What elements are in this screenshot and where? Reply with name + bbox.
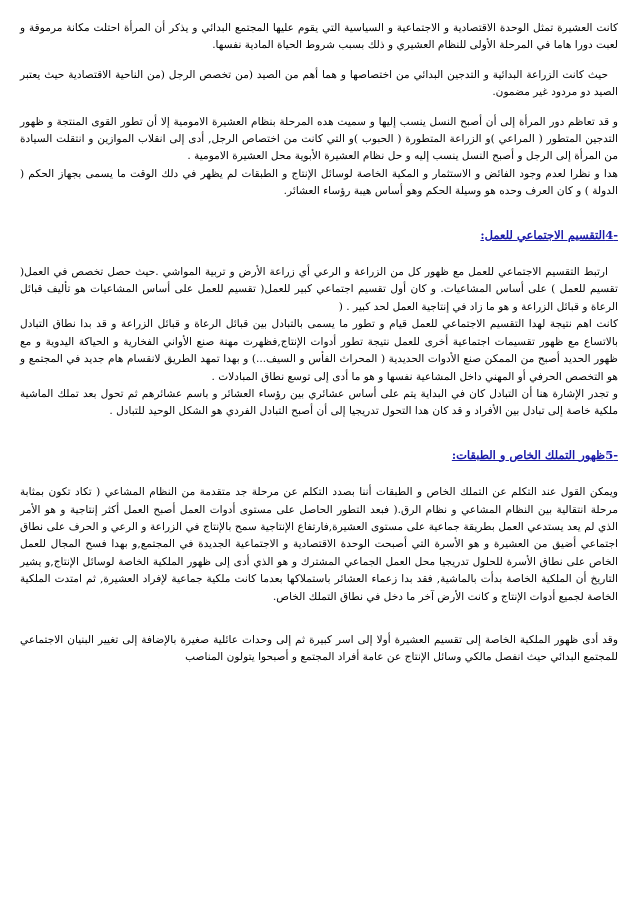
section-heading-division-of-labor: -4التقسيم الاجتماعي للعمل: [480,227,618,242]
spacer [20,606,618,632]
paragraph-no-state: هدا و نظرا لعدم وجود الفائض و الاستثمار و المكية الخاصة لوسائل الإنتاج و الطبقات لم يظهر في دلك الوقت ما يسمى بجهاز الحكم ( الدولة ) و كان العرف وحده هو وسيلة الحكم وهو أساس هيبة رؤساء العشائر. [20,167,618,198]
paragraph-family-division: وقد أدى ظهور الملكية الخاصة إلى تقسيم العشيرة أولا إلى اسر كبيرة ثم إلى وحدات عائلية صغيرة بالإضافة إلى تغيير البنيان الاجتماعي للمجتمع البدائي حيث انفصل مالكي وسائل الإنتاج عن عامة أفراد المجتمع و أصبحوا يتولون المناصب [20,633,618,664]
paragraph-private-property: ويمكن القول عند التكلم عن التملك الخاص و الطبقات أننا بصدد التكلم عن مرحلة جد متقدمة من النظام المشاعي ( تكاد تكون بمثابة مرحلة انتقالية بين النظام المشاعي و نظام الرق.( فبعد التطور الحاصل على مستوى أدوات العمل أصبح العمل أكثر إنتاجية و هو الأمر الذي لم يعد يستدعي العمل بطريقة جماعية على مستوى العشيرة,فارتفاع الإنتاجية سمح بالإنتاج في الزراعة و الرعي و الحرف على نطاق اجتماعي أضيق من العشيرة و هو الأسرة التي أصبحت الوحدة الاقتصادية و الاجتماعية الجديدة في المجتمع,و بهدا فسح المجال للعمل الخاص على نطاق الأسرة للحلول تدريجيا محل العمل الجماعي المشترك و هو الذي أدى إلى ظهور الملكية الخاصة لوسائل الإنتاج,و يشير التاريخ أن الملكية الخاصة بدأت بالماشية, فقد بدا زعماء العشائر باستملاكها بعدما كانت ملكية جماعية لإفراد العشيرة, ثم امتدت الملكية الخاصة لجميع أدوات الإنتاج و كانت الأرض آخر ما دخل في نطاق التملك الخاص. [20,486,618,603]
paragraph-division-of-labor: ارتبط التقسيم الاجتماعي للعمل مع ظهور كل من الزراعة و الرعي أي زراعة الأرض و تربية المواشي .حيث حصل تخصص في العمل( تقسيم للعمل ) على أساس المشاعيات. و كان أول تقسيم اجتماعي كبير للعمل( تقسيم للعمل على أساس المشاعيات هو تأليف قبائل الرعاة و قبائل الزراعة و هو ما زاد في إنتاجية العمل لحد كبير . ( [20,266,618,313]
paragraph-agriculture: حيث كانت الزراعة البدائية و التدجين البدائي من اختصاصها و هما أهم من الصيد (من تخصص الرجل (من الناحية الاقتصادية حيث يعتبر الصيد دو مردود غير مضمون. [20,68,618,99]
paragraph-exchange: كانت اهم نتيجة لهدا التقسيم الاجتماعي للعمل قيام و تطور ما يسمى بالتبادل بين قبائل الرعاة و قبائل الزراعة و قد بدا نطاق التبادل بالاتساع مع ظهور تقسيمات اجتماعية أخرى للعمل نتيجة تطور أدوات الإنتاج,فظهرت مهنة صنع الأواني الفخارية و الحياكة اليدوية و مع ظهور الحديد أصبح من الممكن صنع الأدوات الحديدية ( المحراث الفأس و السيف...) و بهدا تمهد الطريق لانقسام هام جديد في المجتمع و هو التخصص الحرفي أو المهني داخل المشاعية نفسها و هو ما أدى إلى توسع نطاق المبادلات . [20,318,618,383]
section-heading-private-property: -5ظهور التملك الخاص و الطبقات: [451,447,618,462]
paragraph-clan-unit: كانت العشيرة تمثل الوحدة الاقتصادية و الاجتماعية و السياسية التي يقوم عليها المجتمع البدائي و يذكر أن المرأة احتلت مكانة مرموقة و لعبت دورا هاما في المرحلة الأولى للنظام العشيري و ذلك بسبب شروط الحياة المادية نفسها. [20,22,618,52]
spacer [20,244,618,264]
paragraph-woman-role: و قد تعاظم دور المرأة إلى أن أصبح النسل ينسب إليها و سميت هده المرحلة بنظام العشيرة الامومية إلا أن تطور القوى المنتجة و ظهور التدجين المتطور ( المراعي )و الزراعة المتطورة ( الحبوب )و التي كانت من اختصاص الرجل, أدى إلى انقلاب الموازين و انتقلت السيادة من المرأة إلى الرجل و أصبح النسل ينسب إليه و حل نظام العشيرة الأبوية محل العشيرة الامومية . [20,115,618,163]
document-page [20,20,618,863]
spacer [20,464,618,484]
spacer [20,421,618,447]
spacer [20,201,618,227]
spacer [20,102,618,114]
paragraph-individual-exchange: و تجدر الإشارة هنا أن التبادل كان في البداية يتم على أساس عشائري بين رؤساء العشائر و باسم عشائرهم ثم تحول بعد تملك الماشية ملكية خاصة إلى تبادل بين الأفراد و قد كان هدا التحول تدريجيا إلى أن أصبح التبادل الفردي هو الشكل الوحيد للتبادل . [20,387,618,418]
spacer [20,55,618,67]
